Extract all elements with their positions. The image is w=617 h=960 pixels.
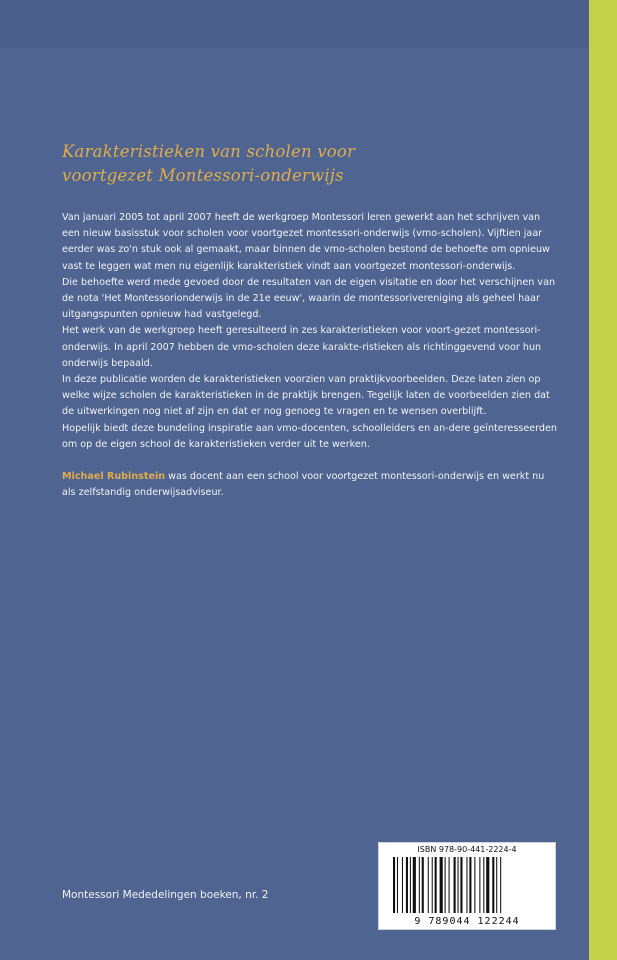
green-spine-strip (589, 0, 617, 960)
barcode-bars (393, 857, 543, 913)
author-bio-text: was docent aan een school voor voortgezet montessori-onderwijs en werkt nu als zelfstandig onderwijsadviseur. (62, 471, 545, 499)
author-name: Michael Rubinstein (62, 471, 166, 483)
blurb-paragraph-3: Het werk van de werkgroep heeft geresulteerd in zes karakteristieken voor voort-gezet montessori-onderwijs. In april 2007 hebben de vmo-scholen deze karakte-ristieken als richtinggevend voor hun onderwijs bepaald. (62, 325, 542, 369)
blurb-paragraph-1: Van januari 2005 tot april 2007 heeft de werkgroep Montessori leren gewerkt aan het schrijven van een nieuw basisstuk voor scholen voor voortgezet montessori-onderwijs (vmo-scholen). Vijftien jaar eerder was zo'n stuk ook al gemaakt, maar binnen de vmo-scholen bestond de behoefte om opnieuw vast te leggen wat men nu eigenlijk karakteristiek vindt aan voortgezet montessori-onderwijs. (62, 212, 550, 272)
series-label: Montessori Mededelingen boeken, nr. 2 (62, 889, 269, 901)
barcode-box (378, 842, 556, 930)
isbn-label: ISBN 978-90-441-2224-4 (417, 845, 517, 854)
blurb-paragraph-4: In deze publicatie worden de karakteristieken voorzien van praktijkvoorbeelden. Deze laten zien op welke wijze scholen de karakteristieken in de praktijk brengen. Tegelijk laten de voorbeelden zien dat de uitwerkingen nog niet af zijn en dat er nog genoeg te vragen en te wensen overblijft. (62, 374, 550, 418)
title-line-2: voortgezet Montessori-onderwijs (62, 166, 344, 185)
blurb-paragraph-2: Die behoefte werd mede gevoed door de resultaten van de eigen visitatie en door het verschijnen van de nota 'Het Montessorionderwijs in de 21e eeuw', waarin de montessorivereniging als geheel haar uitgangspunten opnieuw had vastgelegd. (62, 276, 556, 321)
ean-number: 9 789044 122244 (414, 916, 520, 927)
book-title (62, 140, 542, 188)
blurb-paragraph-5: Hopelijk biedt deze bundeling inspiratie aan vmo-docenten, schoolleiders en an-dere geïnteresseerden om op de eigen school de karakteristieken verder uit te werken. (62, 422, 557, 450)
title-line-1: Karakteristieken van scholen voor (62, 142, 356, 161)
blurb-text (62, 210, 557, 501)
author-bio (62, 469, 557, 501)
